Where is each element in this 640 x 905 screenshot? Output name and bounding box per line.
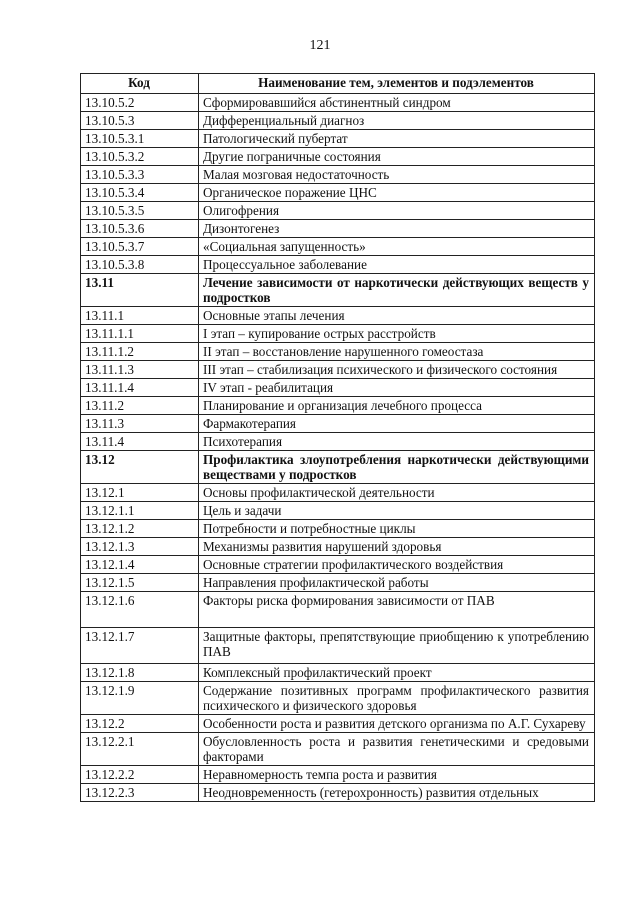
- row-name: Направления профилактической работы: [199, 574, 595, 592]
- row-name: Дизонтогенез: [199, 220, 595, 238]
- table-row: [81, 361, 595, 379]
- row-code: 13.10.5.3.7: [81, 238, 199, 256]
- row-name: Особенности роста и развития детского организма по А.Г. Сухареву: [199, 715, 595, 733]
- row-name: IV этап - реабилитация: [199, 379, 595, 397]
- row-code: 13.11.1: [81, 307, 199, 325]
- row-code: 13.12.1.7: [81, 628, 199, 664]
- row-name: II этап – восстановление нарушенного гомеостаза: [199, 343, 595, 361]
- table-row: [81, 664, 595, 682]
- row-name: Планирование и организация лечебного процесса: [199, 397, 595, 415]
- table-row: [81, 451, 595, 484]
- row-code: 13.10.5.3.6: [81, 220, 199, 238]
- table-row: [81, 112, 595, 130]
- table-row: [81, 274, 595, 307]
- row-name: Обусловленность роста и развития генетическими и средовыми факторами: [199, 733, 595, 766]
- table-row: [81, 220, 595, 238]
- table-row: [81, 325, 595, 343]
- row-code: 13.10.5.3.2: [81, 148, 199, 166]
- row-name: Основы профилактической деятельности: [199, 484, 595, 502]
- row-name: Основные этапы лечения: [199, 307, 595, 325]
- row-name: Патологический пубертат: [199, 130, 595, 148]
- row-code: 13.11.2: [81, 397, 199, 415]
- table-row: [81, 307, 595, 325]
- table-row: [81, 130, 595, 148]
- table-row: [81, 502, 595, 520]
- row-code: 13.11.1.2: [81, 343, 199, 361]
- table-row: [81, 715, 595, 733]
- row-code: 13.11.3: [81, 415, 199, 433]
- row-code: 13.10.5.3.1: [81, 130, 199, 148]
- header-name: Наименование тем, элементов и подэлементов: [199, 74, 595, 94]
- table-row: [81, 343, 595, 361]
- row-name: Олигофрения: [199, 202, 595, 220]
- row-code: 13.10.5.2: [81, 94, 199, 112]
- row-code: 13.10.5.3.8: [81, 256, 199, 274]
- table-row: [81, 202, 595, 220]
- row-code: 13.12.2.1: [81, 733, 199, 766]
- table-row: [81, 682, 595, 715]
- row-code: 13.12.1.1: [81, 502, 199, 520]
- row-code: 13.12.1.9: [81, 682, 199, 715]
- table-row: [81, 592, 595, 628]
- row-name: Дифференциальный диагноз: [199, 112, 595, 130]
- row-code: 13.10.5.3: [81, 112, 199, 130]
- row-name: «Социальная запущенность»: [199, 238, 595, 256]
- page-number: 121: [309, 38, 331, 53]
- row-code: 13.12.2.2: [81, 766, 199, 784]
- table-row: [81, 628, 595, 664]
- table-row: [81, 520, 595, 538]
- row-name: Сформировавшийся абстинентный синдром: [199, 94, 595, 112]
- row-code: 13.12.1.4: [81, 556, 199, 574]
- table-row: [81, 538, 595, 556]
- row-name: Содержание позитивных программ профилактического развития психического и физического здоровья: [199, 682, 595, 715]
- table-row: [81, 397, 595, 415]
- row-name: Факторы риска формирования зависимости от ПАВ: [199, 592, 595, 628]
- row-code: 13.12.1.6: [81, 592, 199, 628]
- table-row: [81, 166, 595, 184]
- row-code: 13.12.2.3: [81, 784, 199, 802]
- table-header-row: [81, 74, 595, 94]
- row-name: Психотерапия: [199, 433, 595, 451]
- row-name: III этап – стабилизация психического и физического состояния: [199, 361, 595, 379]
- row-code: 13.11.1.1: [81, 325, 199, 343]
- table-body: [81, 94, 595, 802]
- table-row: [81, 238, 595, 256]
- row-name: Цель и задачи: [199, 502, 595, 520]
- row-name: Органическое поражение ЦНС: [199, 184, 595, 202]
- row-code: 13.12.1: [81, 484, 199, 502]
- row-name: Неравномерность темпа роста и развития: [199, 766, 595, 784]
- row-code: 13.10.5.3.5: [81, 202, 199, 220]
- row-code: 13.11: [81, 274, 199, 307]
- table-row: [81, 766, 595, 784]
- row-name: I этап – купирование острых расстройств: [199, 325, 595, 343]
- row-name: Потребности и потребностные циклы: [199, 520, 595, 538]
- row-name: Профилактика злоупотребления наркотически действующими веществами у подростков: [199, 451, 595, 484]
- row-code: 13.11.4: [81, 433, 199, 451]
- table-row: [81, 94, 595, 112]
- curriculum-table: [80, 73, 595, 802]
- row-code: 13.12.1.2: [81, 520, 199, 538]
- row-code: 13.12.1.5: [81, 574, 199, 592]
- table-row: [81, 433, 595, 451]
- table-row: [81, 256, 595, 274]
- table-row: [81, 733, 595, 766]
- row-code: 13.11.1.3: [81, 361, 199, 379]
- row-name: Лечение зависимости от наркотически действующих веществ у подростков: [199, 274, 595, 307]
- row-name: Комплексный профилактический проект: [199, 664, 595, 682]
- row-code: 13.10.5.3.4: [81, 184, 199, 202]
- table-row: [81, 415, 595, 433]
- table-row: [81, 148, 595, 166]
- row-name: Процессуальное заболевание: [199, 256, 595, 274]
- row-code: 13.11.1.4: [81, 379, 199, 397]
- row-name: Другие пограничные состояния: [199, 148, 595, 166]
- row-name: Малая мозговая недостаточность: [199, 166, 595, 184]
- row-code: 13.12.1.3: [81, 538, 199, 556]
- row-code: 13.12.2: [81, 715, 199, 733]
- row-name: Защитные факторы, препятствующие приобщению к употреблению ПАВ: [199, 628, 595, 664]
- row-name: Фармакотерапия: [199, 415, 595, 433]
- table-row: [81, 784, 595, 802]
- table-row: [81, 184, 595, 202]
- table-row: [81, 484, 595, 502]
- row-name: Неодновременность (гетерохронность) развития отдельных: [199, 784, 595, 802]
- table-row: [81, 556, 595, 574]
- table-row: [81, 574, 595, 592]
- table-row: [81, 379, 595, 397]
- row-code: 13.12.1.8: [81, 664, 199, 682]
- row-name: Механизмы развития нарушений здоровья: [199, 538, 595, 556]
- header-code: Код: [81, 74, 199, 94]
- row-name: Основные стратегии профилактического воздействия: [199, 556, 595, 574]
- row-code: 13.12: [81, 451, 199, 484]
- row-code: 13.10.5.3.3: [81, 166, 199, 184]
